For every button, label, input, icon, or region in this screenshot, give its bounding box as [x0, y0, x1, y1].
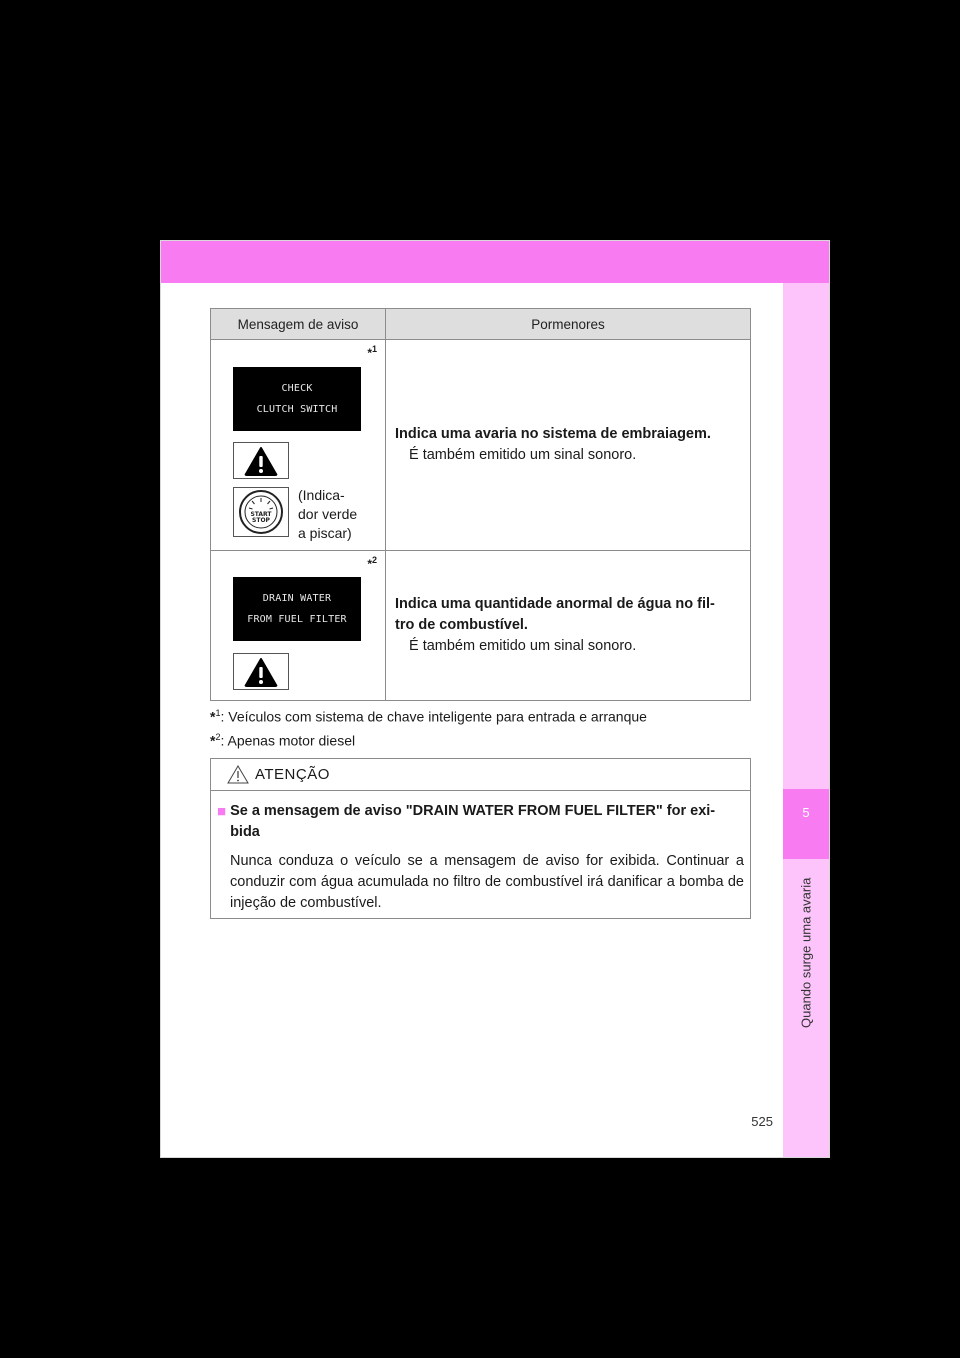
- footnote: *$^1$: Veículos com sistema de chave inteligente para entrada e arranque: [210, 708, 647, 725]
- header-details: Pormenores: [386, 309, 751, 340]
- details-cell: [386, 340, 751, 551]
- table-header-row: [211, 309, 751, 340]
- page-number: 525: [751, 1114, 773, 1129]
- footnotes: [210, 703, 647, 750]
- caution-triangle-icon: [227, 765, 249, 784]
- indicator-note-line: a piscar): [298, 525, 352, 541]
- message-cell: [211, 340, 386, 551]
- chapter-side-tab: [783, 283, 829, 1157]
- start-label: START: [250, 511, 272, 518]
- detail-sub: É também emitido um sinal sonoro.: [409, 447, 637, 463]
- details-cell: [386, 551, 751, 701]
- detail-bold: Indica uma avaria no sistema de embraiagem.: [395, 426, 711, 442]
- footnote-marker: *$^1$: [367, 344, 377, 360]
- indicator-note: [298, 486, 357, 543]
- lcd-line: DRAIN WATER: [262, 593, 332, 604]
- caution-title-line: bida: [230, 824, 260, 840]
- master-warning-icon: [233, 653, 289, 690]
- caution-body: [211, 791, 750, 914]
- indicator-note-line: dor verde: [298, 506, 358, 522]
- caution-text: Nunca conduza o veículo se a mensagem de aviso for exibida. Continuar a conduzir com água acumulada no filtro de combustível irá danificar a bomba de injeção de combustível.: [230, 853, 744, 911]
- lcd-line: CHECK: [281, 383, 313, 394]
- lcd-message-check-clutch: [233, 367, 361, 431]
- message-cell: [211, 551, 386, 701]
- footnote: *$^2$: Apenas motor diesel: [210, 731, 356, 749]
- table-row: [211, 551, 751, 701]
- stop-label: STOP: [252, 517, 270, 524]
- manual-page: [160, 240, 830, 1158]
- detail-bold: Indica uma quantidade anormal de água no fil-: [395, 596, 715, 612]
- chapter-title: Quando surge uma avaria: [798, 877, 814, 1029]
- lcd-line: FROM FUEL FILTER: [247, 614, 347, 625]
- start-stop-button-icon: [233, 487, 289, 537]
- header-warning-message: Mensagem de aviso: [211, 309, 386, 340]
- detail-sub: É também emitido um sinal sonoro.: [409, 638, 637, 654]
- table-row: [211, 340, 751, 551]
- caution-heading-text: ATENÇÃO: [255, 766, 330, 783]
- master-warning-icon: [233, 442, 289, 479]
- caution-title-line: Se a mensagem de aviso "DRAIN WATER FROM FUEL FILTER" for exi-: [230, 803, 716, 819]
- chapter-number: 5: [783, 789, 829, 859]
- square-bullet-icon: ■: [217, 803, 227, 820]
- lcd-line: CLUTCH SWITCH: [256, 404, 338, 415]
- indicator-note-line: (Indica-: [298, 487, 345, 503]
- top-band: [161, 241, 829, 283]
- warning-message-table: [210, 308, 751, 701]
- caution-box: [210, 758, 751, 919]
- detail-bold: tro de combustível.: [395, 617, 528, 633]
- footnote-marker: *$^2$: [367, 555, 377, 571]
- lcd-message-drain-water: [233, 577, 361, 641]
- caution-title: [217, 801, 744, 843]
- caution-heading: [211, 759, 750, 791]
